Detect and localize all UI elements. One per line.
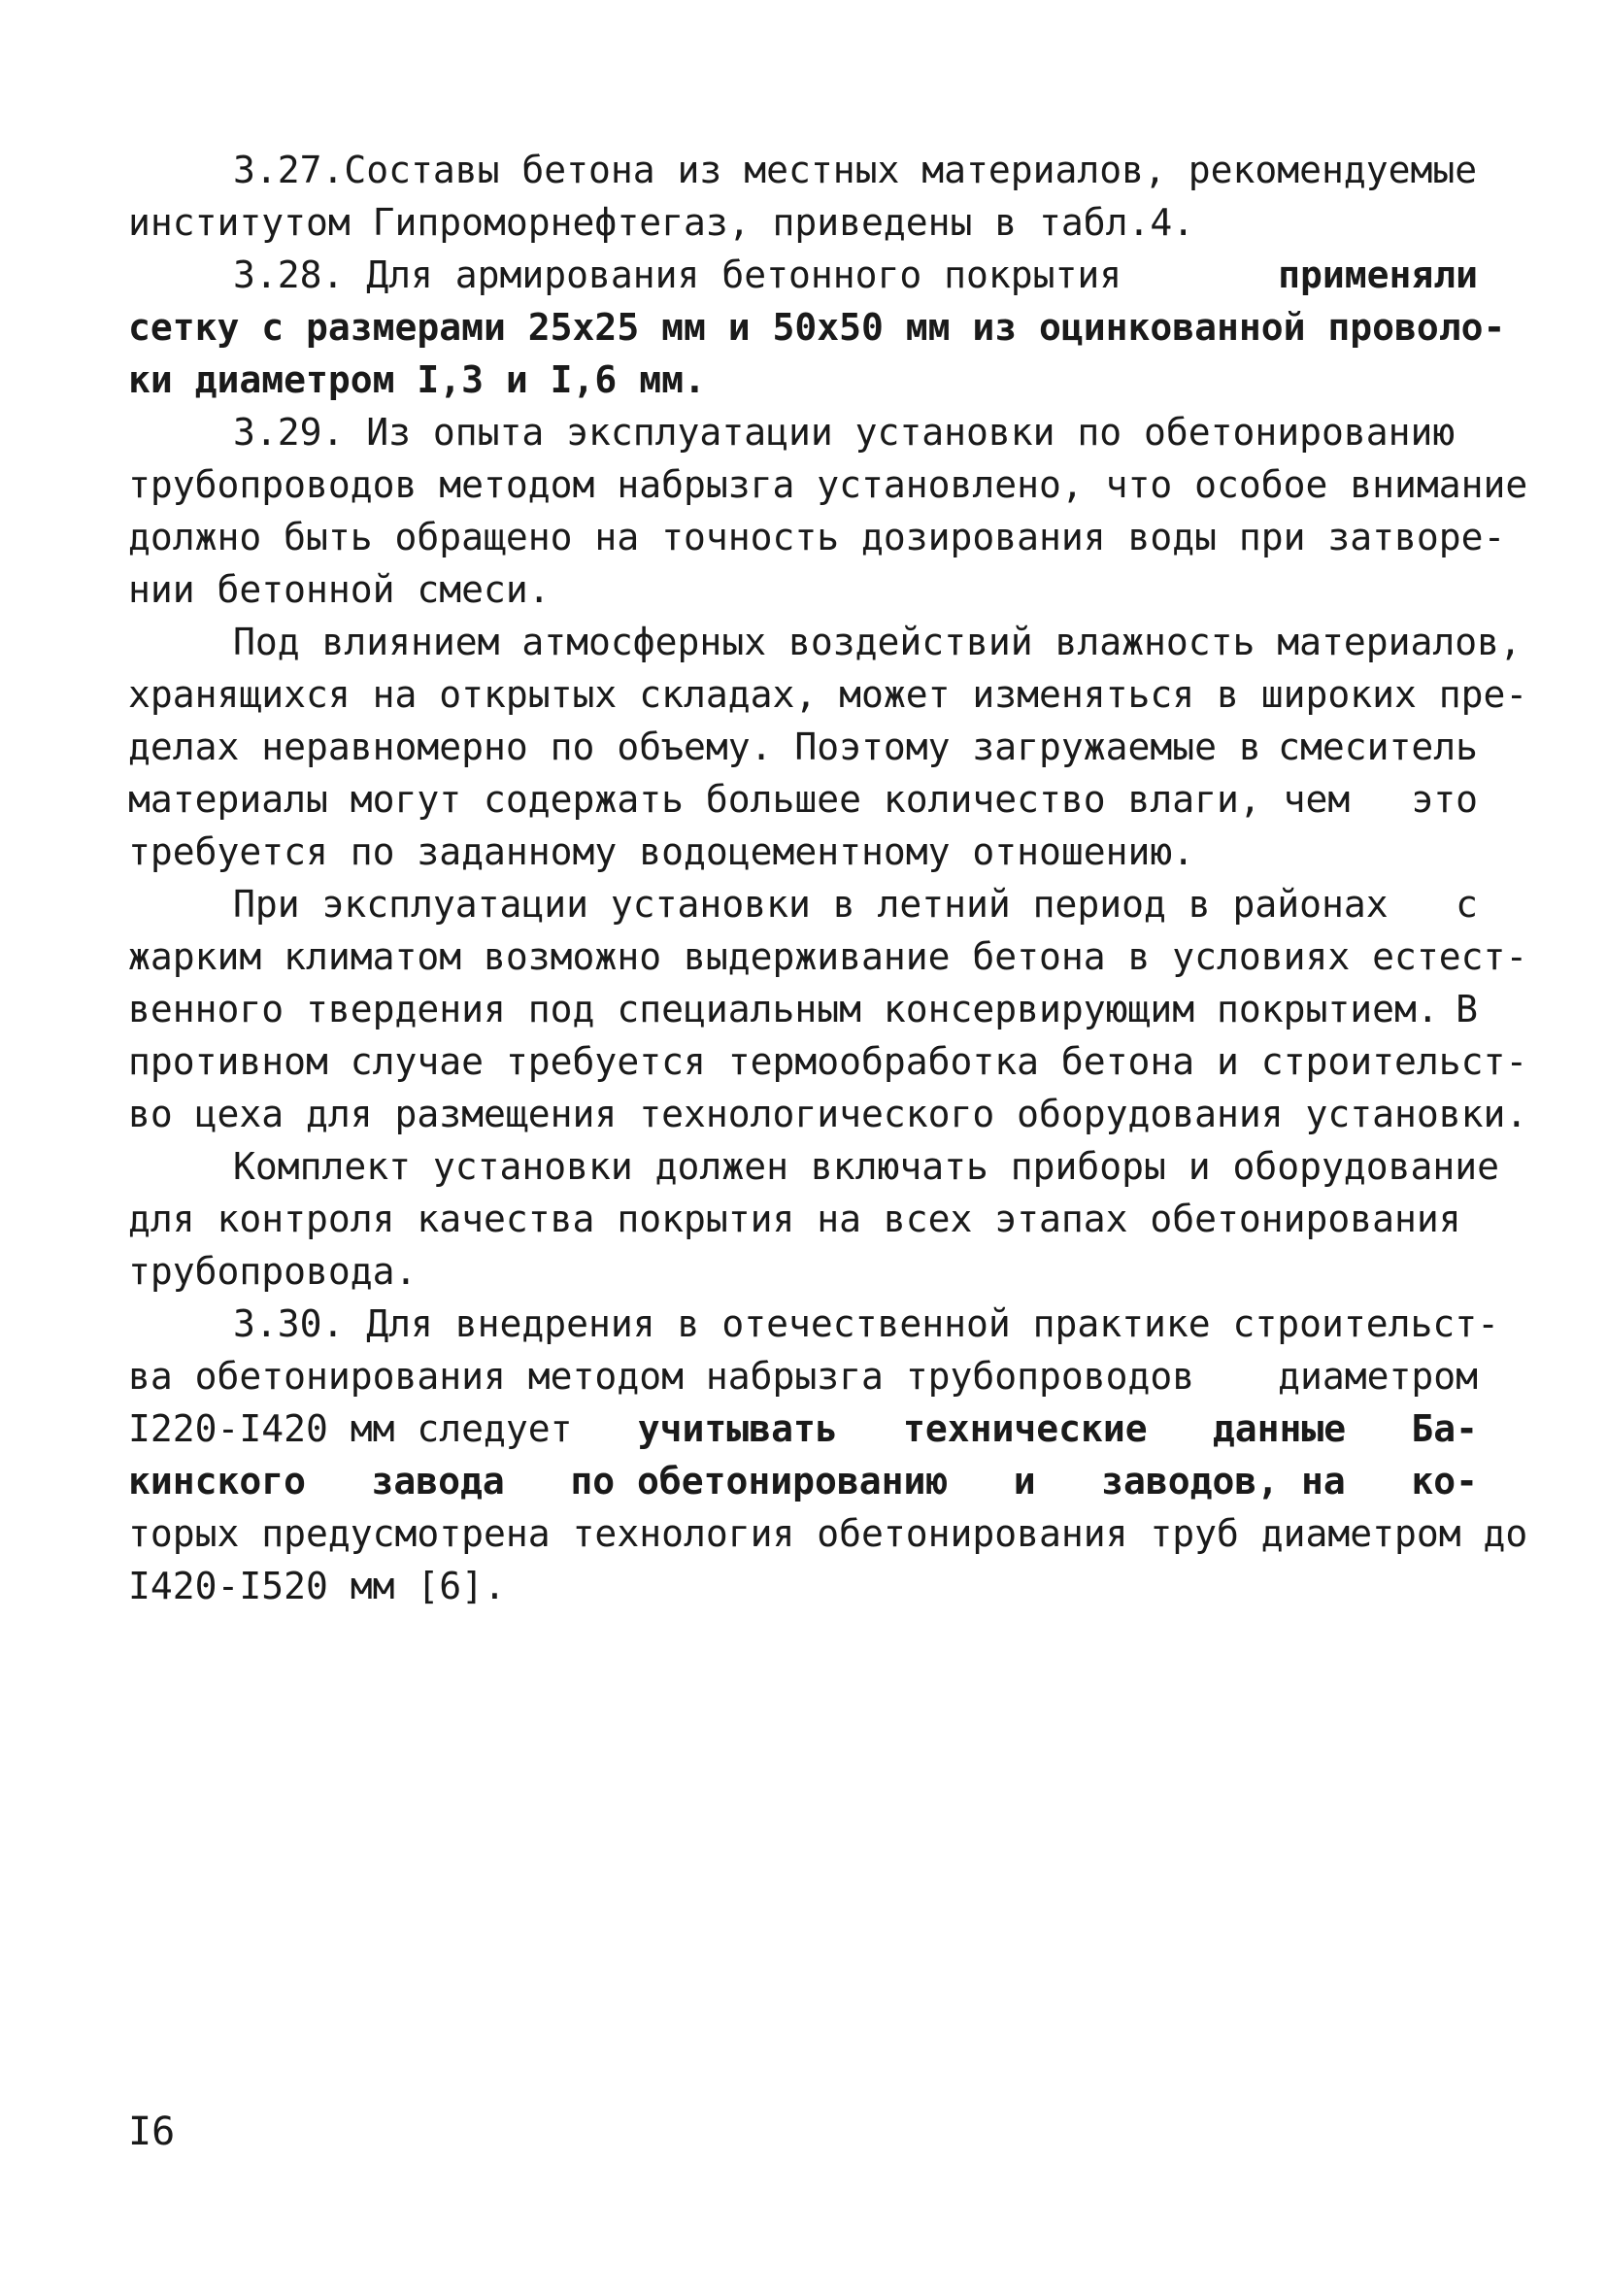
text-span: ки диаметром I,3 и I,6 мм.: [128, 358, 706, 401]
text-line: [128, 1035, 1528, 1088]
text-span: 3.30. Для внедрения в отечественной практике строительст-: [233, 1302, 1500, 1345]
text-span: ко-: [1411, 1460, 1478, 1503]
text-line: [128, 668, 1528, 721]
text-span: трубопровода.: [128, 1250, 418, 1293]
text-span: нии бетонной смеси.: [128, 568, 551, 611]
text-line: [128, 1402, 1478, 1455]
text-span: это: [1411, 778, 1478, 821]
text-span: 3.28. Для армирования бетонного покрытия: [233, 253, 1122, 296]
text-line: [128, 721, 1478, 773]
text-span: требуется по заданному водоцементному отношению.: [128, 830, 1195, 873]
text-line: [128, 773, 1478, 826]
text-span: диаметром: [1278, 1355, 1478, 1398]
text-span: данные: [1212, 1407, 1347, 1450]
text-line: [128, 458, 1528, 511]
text-span: Ба-: [1411, 1407, 1478, 1450]
text-span: завода: [371, 1460, 505, 1503]
text-line: [128, 826, 1478, 878]
text-span: учитывать: [637, 1407, 838, 1450]
text-span: трубопроводов методом набрызга установлено, что особое внимание: [128, 463, 1528, 506]
text-line: [128, 1507, 1528, 1560]
text-span: Комплект установки должен включать приборы и оборудование: [233, 1145, 1500, 1188]
text-span: 3.27.Составы бетона из местных материалов, рекомендуемые: [233, 149, 1478, 191]
text-line: [128, 563, 1478, 616]
text-span: материалы могут содержать большее количество влаги, чем: [128, 778, 1351, 821]
text-span: должно быть обращено на точность дозирования воды при затворе-: [128, 516, 1506, 558]
text-span: кинского: [128, 1460, 307, 1503]
text-span: во цеха для размещения технологического оборудования установки.: [128, 1093, 1528, 1135]
text-span: институтом Гипроморнефтегаз, приведены в табл.4.: [128, 201, 1195, 244]
text-line: [233, 616, 1522, 668]
text-span: При эксплуатации установки в летний период в районах: [233, 883, 1389, 926]
text-line: [233, 1298, 1500, 1350]
text-line: [128, 1350, 1478, 1402]
text-line: [128, 354, 1478, 406]
text-line: [128, 1193, 1478, 1245]
text-span: I420-I520 мм [6].: [128, 1565, 506, 1607]
text-span: сетку с размерами 25x25 мм и 50x50 мм из оцинкованной проволо-: [128, 306, 1506, 349]
text-line: [233, 406, 1478, 458]
text-span: делах неравномерно по объему. Поэтому загружаемые в: [128, 726, 1261, 768]
text-line: [233, 878, 1478, 930]
text-span: 3.29. Из опыта эксплуатации установки по обетонированию: [233, 411, 1456, 454]
text-span: смеситель: [1278, 726, 1478, 768]
text-line: [233, 1140, 1500, 1193]
text-span: с: [1456, 883, 1478, 926]
text-line: [128, 1245, 1478, 1298]
text-span: хранящихся на открытых складах, может изменяться в широких пре-: [128, 673, 1528, 716]
page-number: I6: [128, 2110, 176, 2154]
text-span: Под влиянием атмосферных воздействий влажность материалов,: [233, 621, 1522, 663]
text-line: [128, 983, 1478, 1035]
text-span: и: [1013, 1460, 1036, 1503]
text-line: [128, 196, 1478, 249]
text-span: В: [1456, 988, 1478, 1030]
text-line: [128, 1088, 1528, 1140]
text-span: жарким климатом возможно выдерживание бетона в условиях естест-: [128, 935, 1528, 978]
text-span: венного твердения под специальным консервирующим покрытием.: [128, 988, 1439, 1030]
text-line: [128, 930, 1528, 983]
text-span: заводов, на: [1101, 1460, 1346, 1503]
text-span: I220-I420 мм следует: [128, 1407, 573, 1450]
text-span: технические: [902, 1407, 1148, 1450]
text-span: применяли: [1278, 253, 1478, 296]
text-line: [233, 144, 1478, 196]
text-line: [128, 511, 1506, 563]
text-span: по обетонированию: [570, 1460, 949, 1503]
text-span: для контроля качества покрытия на всех этапах обетонирования: [128, 1198, 1461, 1240]
text-line: [233, 249, 1478, 301]
text-line: [128, 1560, 1478, 1612]
text-span: торых предусмотрена технология обетонирования труб диаметром до: [128, 1512, 1528, 1555]
text-line: [128, 301, 1506, 354]
text-span: противном случае требуется термообработка бетона и строительст-: [128, 1040, 1528, 1083]
text-line: [128, 1455, 1478, 1507]
text-span: ва обетонирования методом набрызга трубопроводов: [128, 1355, 1195, 1398]
